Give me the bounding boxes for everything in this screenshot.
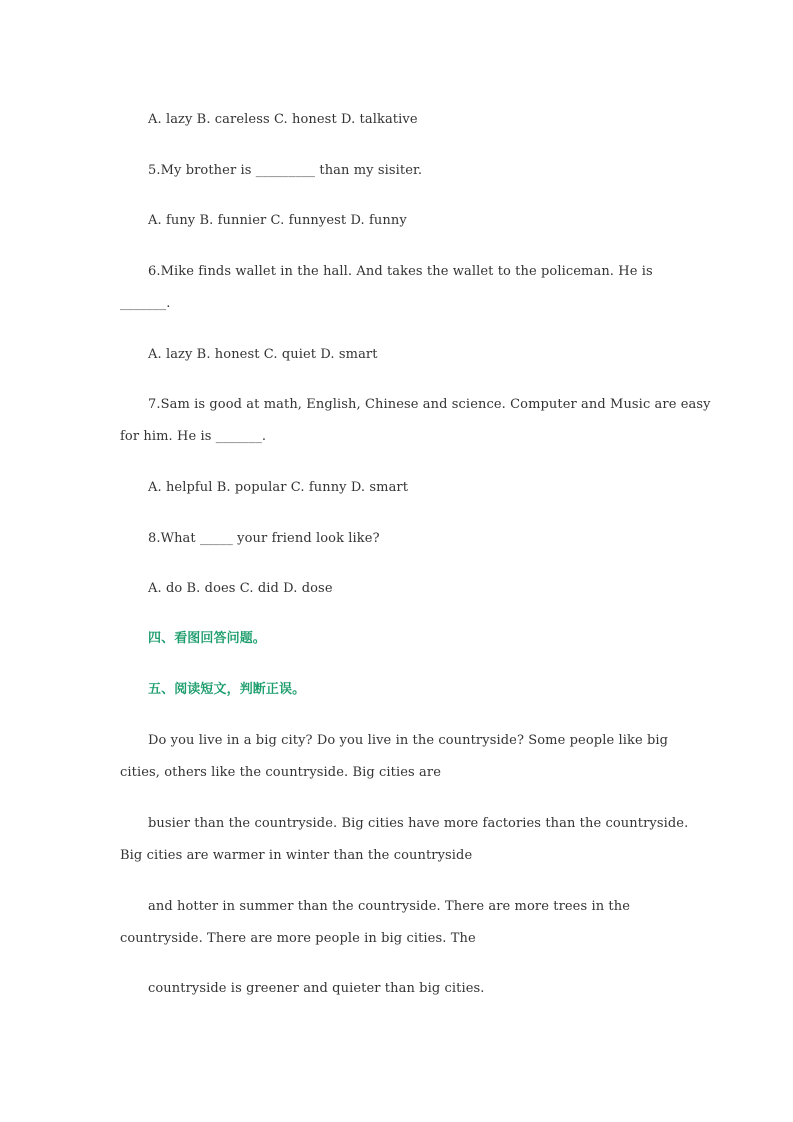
passage-line-4: Big cities are warmer in winter than the countryside — [120, 848, 473, 863]
passage-line-7: countryside is greener and quieter than big cities. — [148, 981, 485, 996]
q4-options: A. lazy B. careless C. honest D. talkative — [148, 112, 418, 127]
q8-options: A. do B. does C. did D. dose — [148, 581, 333, 596]
passage-line-3: busier than the countryside. Big cities have more factories than the countryside. — [148, 816, 689, 831]
q6-options: A. lazy B. honest C. quiet D. smart — [148, 347, 378, 362]
passage-line-6: countryside. There are more people in big cities. The — [120, 931, 476, 946]
q7-options: A. helpful B. popular C. funny D. smart — [148, 480, 409, 495]
q5-options: A. funy B. funnier C. funnyest D. funny — [148, 213, 407, 228]
q7-question-line1: 7.Sam is good at math, English, Chinese and science. Computer and Music are easy — [148, 397, 711, 412]
passage-line-2: cities, others like the countryside. Big cities are — [120, 765, 442, 780]
section5-heading: 五、阅读短文，判断正误。 — [148, 682, 306, 697]
q7-question-line2: for him. He is _______. — [120, 429, 267, 444]
q5-question: 5.My brother is _________ than my sisiter. — [148, 163, 423, 178]
q8-question: 8.What _____ your friend look like? — [148, 531, 380, 546]
q6-question-line2: _______. — [120, 296, 171, 311]
passage-line-5: and hotter in summer than the countryside. There are more trees in the — [148, 899, 631, 914]
passage-line-1: Do you live in a big city? Do you live in the countryside? Some people like big — [148, 733, 669, 748]
section4-heading: 四、看图回答问题。 — [148, 631, 266, 646]
q6-question-line1: 6.Mike finds wallet in the hall. And takes the wallet to the policeman. He is — [148, 264, 653, 279]
